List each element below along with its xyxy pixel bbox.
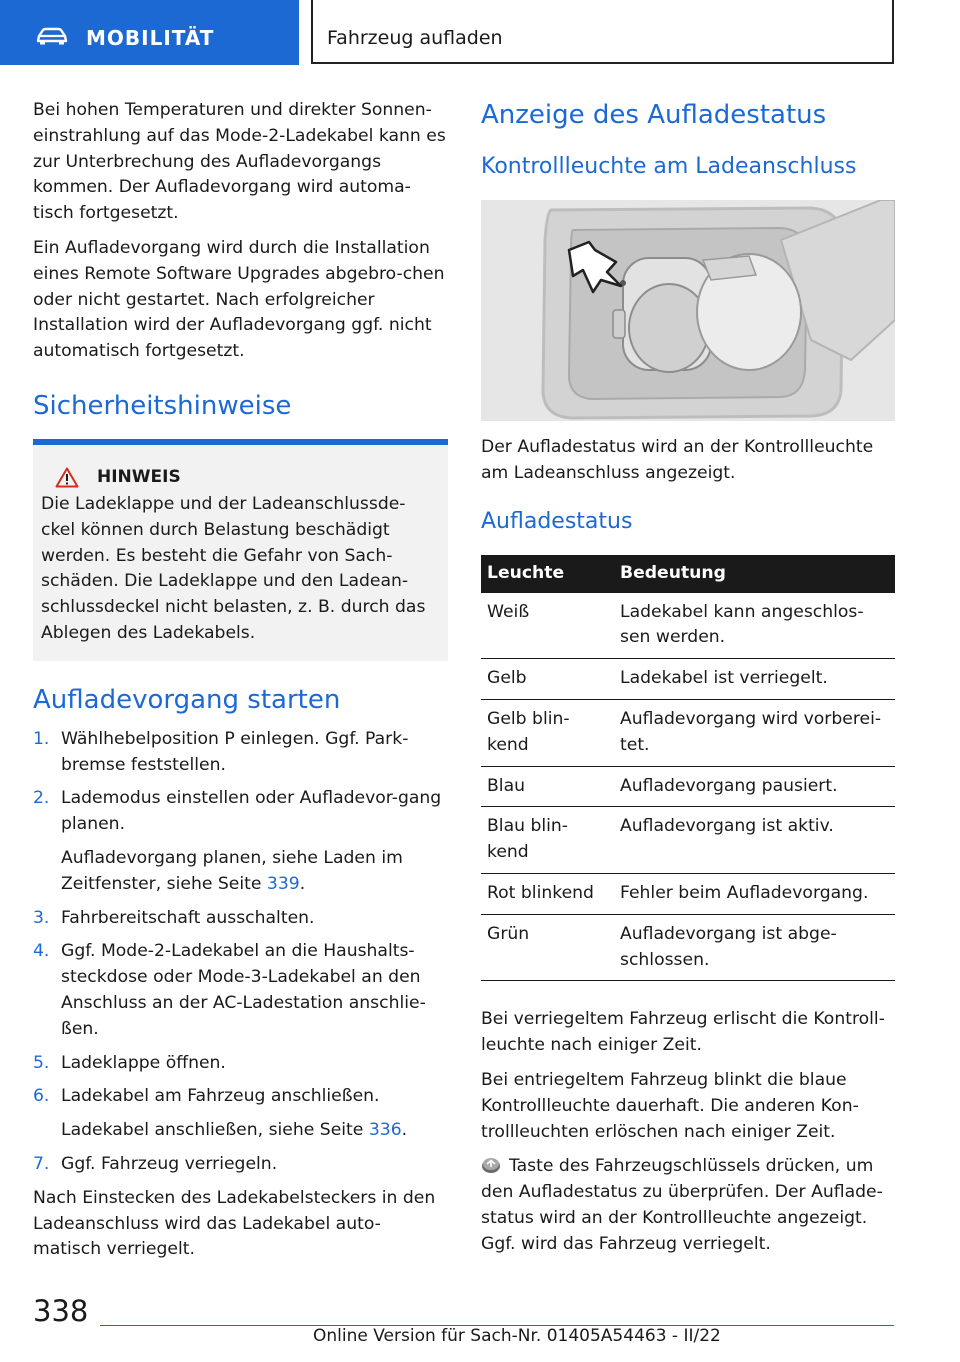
column-header: Leuchte bbox=[481, 555, 614, 593]
table-row: Weiß Ladekabel kann angeschlos-sen werden. bbox=[481, 593, 895, 659]
list-item: 1. Wählhebelposition P einlegen. Ggf. Park-bremse feststellen. bbox=[33, 728, 409, 775]
heading-safety: Sicherheitshinweise bbox=[33, 390, 292, 421]
section-header bbox=[311, 0, 894, 64]
list-item: 5. Ladeklappe öffnen. bbox=[33, 1052, 226, 1073]
paragraph: Bei hohen Temperaturen und direkter Sonnen-einstrahlung auf das Mode-2-Ladekabel kann es zur Unterbrechung des Aufladevorgangs kommen. Der Aufladevorgang wird automa-tisch fortgesetzt. bbox=[33, 100, 446, 224]
column-header: Bedeutung bbox=[614, 555, 895, 593]
heading-start: Aufladevorgang starten bbox=[33, 684, 341, 715]
paragraph: Ein Aufladevorgang wird durch die Installation eines Remote Software Upgrades abgebro-chen oder nicht gestartet. Nach erfolgreicher Installation wird der Aufladevorgang ggf. nicht automatisch fortgesetzt. bbox=[33, 237, 445, 362]
right-column bbox=[481, 98, 895, 1267]
list-item: 4. Ggf. Mode-2-Ladekabel an die Haushalts-steckdose oder Mode-3-Ladekabel an den Anschluss an der AC-Ladestation anschlie-ßen. bbox=[33, 941, 426, 1039]
charging-port-photo bbox=[481, 200, 895, 421]
paragraph: Nach Einstecken des Ladekabelsteckers in den Ladeanschluss wird das Ladekabel auto-matisch verriegelt. bbox=[33, 1187, 436, 1260]
paragraph: Bei verriegeltem Fahrzeug erlischt die Kontroll-leuchte nach einiger Zeit. bbox=[481, 1009, 885, 1056]
list-item: 6. Ladekabel am Fahrzeug anschließen. Ladekabel anschließen, siehe Seite 336. bbox=[33, 1084, 448, 1144]
cross-reference: Ladekabel anschließen, siehe Seite 336. bbox=[61, 1120, 408, 1141]
table-header-row bbox=[481, 555, 895, 593]
cross-reference: Aufladevorgang planen, siehe Laden im Zeitfenster, siehe Seite 339. bbox=[61, 847, 403, 894]
list-item: 7. Ggf. Fahrzeug verriegeln. bbox=[33, 1153, 278, 1174]
key-button-icon bbox=[481, 1156, 501, 1174]
paragraph: Bei entriegeltem Fahrzeug blinkt die blaue Kontrollleuchte dauerhaft. Die anderen Kon-trollleuchten erlöschen nach einiger Zeit. bbox=[481, 1069, 859, 1142]
steps-list bbox=[33, 727, 448, 1178]
heading-light: Kontrollleuchte am Ladeanschluss bbox=[481, 154, 857, 179]
table-row: Gelb Ladekabel ist verriegelt. bbox=[481, 659, 895, 700]
paragraph: Taste des Fahrzeugschlüssels drücken, um den Aufladestatus zu überprüfen. Der Auflade-status wird an der Kontrollleuchte angezeigt. Ggf. wird das Fahrzeug verriegelt. bbox=[481, 1156, 883, 1254]
left-column bbox=[33, 98, 448, 1272]
heading-status: Aufladestatus bbox=[481, 508, 633, 534]
table-row: Blau blin-kend Aufladevorgang ist aktiv. bbox=[481, 807, 895, 874]
table-row: Gelb blin-kend Aufladevorgang wird vorberei-tet. bbox=[481, 699, 895, 766]
charging-port-illustration bbox=[481, 200, 895, 421]
chapter-title: MOBILITÄT bbox=[86, 26, 215, 50]
car-icon bbox=[36, 27, 68, 45]
footer-online-version: Online Version für Sach-Nr. 01405A54463 - II/22 bbox=[313, 1326, 721, 1346]
notice-box bbox=[33, 439, 448, 661]
table-row: Rot blinkend Fehler beim Aufladevorgang. bbox=[481, 873, 895, 914]
page-link[interactable]: 336 bbox=[368, 1120, 402, 1141]
page-number: 338 bbox=[33, 1294, 89, 1328]
table-row: Grün Aufladevorgang ist abge-schlossen. bbox=[481, 914, 895, 981]
notice-text: Die Ladeklappe und der Ladeanschlussde-ckel können durch Belastung beschädigt werden. Es besteht die Gefahr von Sach-schäden. Die Ladeklappe und den Ladean-schlussdeckel nicht belasten, z. B. durch das Ablegen des Ladekabels. bbox=[41, 493, 426, 643]
table-row: Blau Aufladevorgang pausiert. bbox=[481, 766, 895, 807]
list-item: 3. Fahrbereitschaft ausschalten. bbox=[33, 907, 315, 928]
section-title: Fahrzeug aufladen bbox=[327, 27, 503, 49]
list-item: 2. Lademodus einstellen oder Aufladevor-gang planen. Aufladevorgang planen, siehe Laden im Zeitfenster, siehe Seite 339. bbox=[33, 786, 448, 897]
notice-title: HINWEIS bbox=[97, 467, 181, 488]
photo-caption: Der Aufladestatus wird an der Kontrollleuchte am Ladeanschluss angezeigt. bbox=[481, 437, 874, 483]
status-table bbox=[481, 555, 895, 982]
warning-icon bbox=[55, 467, 79, 488]
heading-display: Anzeige des Aufladestatus bbox=[481, 100, 827, 130]
notice-header bbox=[41, 467, 434, 488]
page-link[interactable]: 339 bbox=[266, 873, 300, 894]
chapter-tab bbox=[0, 0, 299, 65]
